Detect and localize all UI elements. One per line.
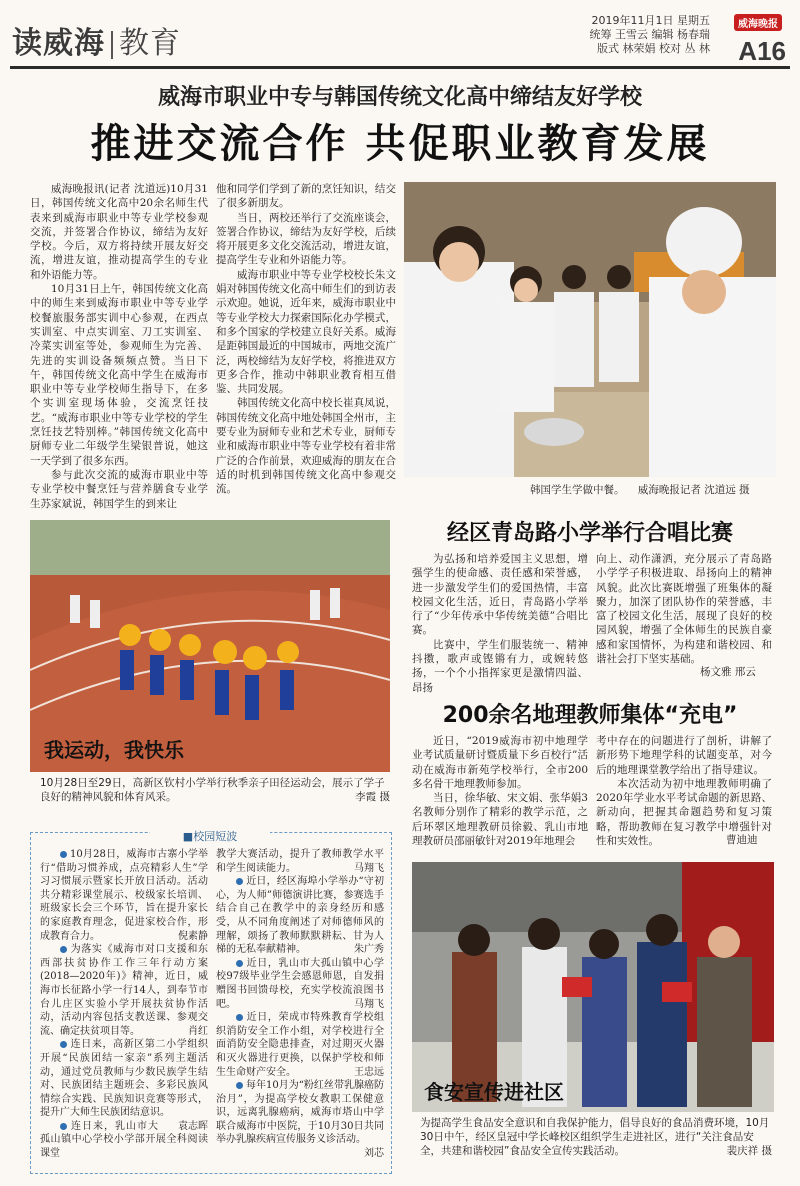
sports-photo-caption	[40, 776, 390, 804]
brief-item: 近日，乳山市大孤山镇中心学校97级毕业学生会感恩师恩，自发捐赠图书回馈母校，充实学校流浪图书吧。 马翔飞	[216, 957, 384, 1010]
bullet-icon	[60, 1041, 67, 1048]
bullet-icon	[60, 946, 67, 953]
header-divider	[111, 31, 113, 59]
brief-item: 近日，经区海埠小学举办“守初心，为人师”师德演讲比赛，参赛选手结合自己在教学中的亲身经历和感受，从不同角度阐述了对师德师风的理解，颂扬了教师默默耕耘、甘为人梯的无私奉献精神。 朱广秀	[216, 876, 384, 956]
briefs-column-1	[40, 848, 208, 1166]
brief-item: 为落实《威海市对口支援和东西部扶贫协作工作三年行动方案(2018—2020年)》精神，近日，威海市长征路小学一行14人，到奉节市台儿庄区实验小学开展扶贫协作活动，活动内容包括支教送课、参观交流、确定扶贫项目等。 肖红	[40, 944, 208, 1037]
photo-credit: 威海晚报记者 沈道远 摄	[637, 484, 750, 496]
newspaper-logo: 威海晚报	[734, 14, 782, 31]
geo-paragraph: 近日，“2019威海市初中地理学业考试质量研讨暨质量下乡百校行”活动在威海市新苑学校举行，全市200多名骨干地理教师参加。	[412, 735, 588, 790]
page-number: A16	[738, 36, 786, 66]
lead-headline: 推进交流合作 共促职业教育发展	[90, 121, 710, 167]
photo-credit: 裴庆祥 摄	[726, 1145, 772, 1157]
bullet-icon	[236, 960, 243, 967]
choir-paragraph: 为弘扬和培养爱国主义思想，增强学生的使命感、责任感和荣誉感，进一步激发学生们的爱国热情，丰富校园文化生活，近日，青岛路小学举行了“少年传承中华传统美德”合唱比赛。	[412, 553, 588, 637]
header-rule	[10, 66, 790, 69]
lead-paragraph: 威海晚报讯(记者 沈道远)10月31日，韩国传统文化高中20余名师生代表来到威海市职业中等专业学校参观交流，并签署合作协议，缔结为友好学校。今后，双方将持续开展友好交流，增进友谊，推动提高学生的专业和外语能力等。	[30, 183, 208, 281]
lead-paragraph: 威海市职业中等专业学校校长朱文娟对韩国传统文化高中师生们的到访表示欢迎。她说，近年来，威海市职业中等专业学校大力探索国际化办学模式，和多个国家的学校建立良好关系。威海是距韩国最近的中国城市，两地交流广泛，两校缔结为友好学校，将推进双方更多合作，推动中韩职业教育相互借鉴、共同发展。	[216, 268, 396, 396]
lead-column-2	[216, 182, 396, 512]
food-photo-caption	[420, 1116, 772, 1158]
section-header	[12, 18, 181, 62]
geo-paragraph: 考中存在的问题进行了剖析，讲解了新形势下地理学科的试题变革，对今后的地理课堂教学给出了指导建议。	[596, 735, 772, 776]
brief-item: 10月28日，威海市古寨小学举行“借助习惯养成，点亮精彩人生”学习习惯展示暨家长开放日活动。活动共分精彩课堂展示、校级家长培训、班级家长会三个环节，旨在提升家长的家庭教育理念，促进家校合作，形成教育合力。 倪素静	[40, 849, 208, 942]
choir-paragraph: 向上、动作潇洒，充分展示了青岛路小学学子积极进取、昂扬向上的精神风貌。此次比赛既增强了班集体的凝聚力，加深了团队协作的荣誉感，丰富了校园文化生活，展现了良好的校园风貌，增强了全体师生的民族自豪感和家国情怀，为构建和谐校园、和谐社会打下坚实基础。	[596, 553, 772, 666]
briefs-title: ■校园短波	[150, 828, 270, 844]
bullet-icon	[236, 878, 243, 885]
sports-photo-overlay: 我运动，我快乐	[44, 738, 184, 762]
photo-credit: 李霞 摄	[355, 791, 390, 803]
bullet-icon	[236, 1014, 243, 1021]
editors-line-1: 统筹 王雪云 编辑 杨春瑞	[589, 28, 710, 41]
section-subtitle: 教育	[119, 26, 181, 61]
geo-column-1	[412, 734, 588, 848]
caption-text: 为提高学生食品安全意识和自我保护能力，倡导良好的食品消费环境，10月30日中午，经区皇冠中学长峰校区组织学生走进社区，进行“关注食品安全，共建和谐校园”食品安全宣传实践活动。	[420, 1117, 770, 1157]
choir-paragraph: 比赛中，学生们服装统一、精神抖擞，歌声或铿锵有力，或婉转悠扬，一个个小指挥家更是激情四溢、昂扬	[412, 638, 588, 694]
caption-text: 韩国学生学做中餐。	[530, 484, 625, 496]
brief-item: 连日来，乳山市大孤山镇中心学校小学部开展全科阅读课堂	[40, 1120, 208, 1160]
issue-date: 2019年11月1日 星期五	[591, 14, 710, 27]
choir-column-2	[596, 552, 772, 664]
lead-paragraph: 10月31日上午，韩国传统文化高中的师生来到威海市职业中等专业学校餐旅服务部实训中心参观，在西点实训室、中点实训室、刀工实训室、冷菜实训室等处，参观师生为完善、先进的实训设备频频点赞。当日下午，韩国传统文化高中学生在威海市职业中等专业学校师生指导下，在多个实训室现场体验，交流烹饪技艺。“威海市职业中等专业学校的学生烹饪技艺特别棒。”韩国传统文化高中厨师专业二年级学生梁银普说，她这一天学到了很多东西。	[30, 283, 208, 467]
geo-paragraph: 本次活动为初中地理教师明确了2020年学业水平考试命题的新思路、新动向，把握其命题趋势和复习策略，帮助教师在复习教学中增强针对性和实效性。	[596, 777, 772, 848]
lead-column-1	[30, 182, 208, 512]
choir-title: 经区青岛路小学举行合唱比赛	[446, 521, 733, 546]
lead-paragraph: 韩国传统文化高中校长崔真凤说，韩国传统文化高中地处韩国全州市，主要专业为厨师专业和艺术专业，厨师专业和威海市职业中等专业学校有着非常广泛的合作前景，欢迎威海的朋友在合适的时机到韩国传统文化高中参观交流。	[216, 397, 396, 496]
lead-kicker: 威海市职业中专与韩国传统文化高中缔结友好学校	[157, 84, 642, 110]
caption-text: 10月28日至29日，高新区钦村小学举行秋季亲子田径运动会，展示了学子良好的精神风貌和体育风采。	[40, 777, 385, 803]
cooking-photo	[404, 182, 776, 477]
bullet-icon	[60, 851, 67, 858]
editors-line-2: 版式 林荣娟 校对 丛 林	[597, 42, 710, 55]
geo-title: 200余名地理教师集体“充电”	[442, 703, 738, 728]
brief-item: 连日来，高新区第二小学组织开展“民族团结一家亲”系列主题活动，通过党员教师与少数民族学生结对、民族团结主题班会、多彩民族风情综合实践、民族知识竞赛等形式，提升广大师生民族团结意识。 袁志晖	[40, 1039, 208, 1132]
choir-credit: 杨文雅 邢云	[700, 666, 756, 678]
bullet-icon	[236, 1082, 243, 1089]
brief-item: 教学大赛活动，提升了教师教学水平和学生阅读能力。 马翔飞	[216, 849, 384, 874]
choir-column-1	[412, 552, 588, 694]
bullet-icon	[60, 1123, 67, 1130]
geo-paragraph: 当日，徐华敏、宋文娟、张华娟3名教师分别作了精彩的教学示范，之后环翠区地理教研员徐毅、乳山市地理教研员邵丽敏针对2019年地理会	[412, 792, 588, 848]
food-photo-overlay: 食安宣传进社区	[424, 1080, 564, 1104]
food-safety-photo	[412, 862, 774, 1112]
brief-item: 近日，荣成市特殊教育学校组织消防安全工作小组，对学校进行全面消防安全隐患排查，对过期灭火器和灭火器进行更换，以保护学校和师生生命财产安全。 王忠远	[216, 1012, 384, 1078]
lead-paragraph: 他和同学们学到了新的烹饪知识，结交了很多新朋友。	[216, 183, 396, 210]
lead-paragraph: 参与此次交流的威海市职业中等专业学校中餐烹饪与营养膳食专业学生苏家斌说，韩国学生的到来让	[30, 468, 208, 510]
briefs-column-2	[216, 848, 384, 1166]
masthead-info	[590, 14, 711, 56]
brief-item: 每年10月为“粉红丝带乳腺癌防治月”，为提高学校女教职工保健意识，远离乳腺癌病，威海市塔山中学联合威海市中医院，于10月30日共同举办乳腺疾病宣传服务义诊活动。 刘芯	[216, 1080, 384, 1160]
lead-paragraph: 当日，两校还举行了交流座谈会，签署合作协议，缔结为友好学校，后续将开展更多文化交流活动，增进友谊，提高学生专业和外语能力等。	[216, 211, 396, 267]
cooking-photo-caption	[530, 483, 780, 497]
section-title: 读威海	[12, 26, 105, 61]
geo-credit: 曹迪迪	[726, 834, 758, 846]
